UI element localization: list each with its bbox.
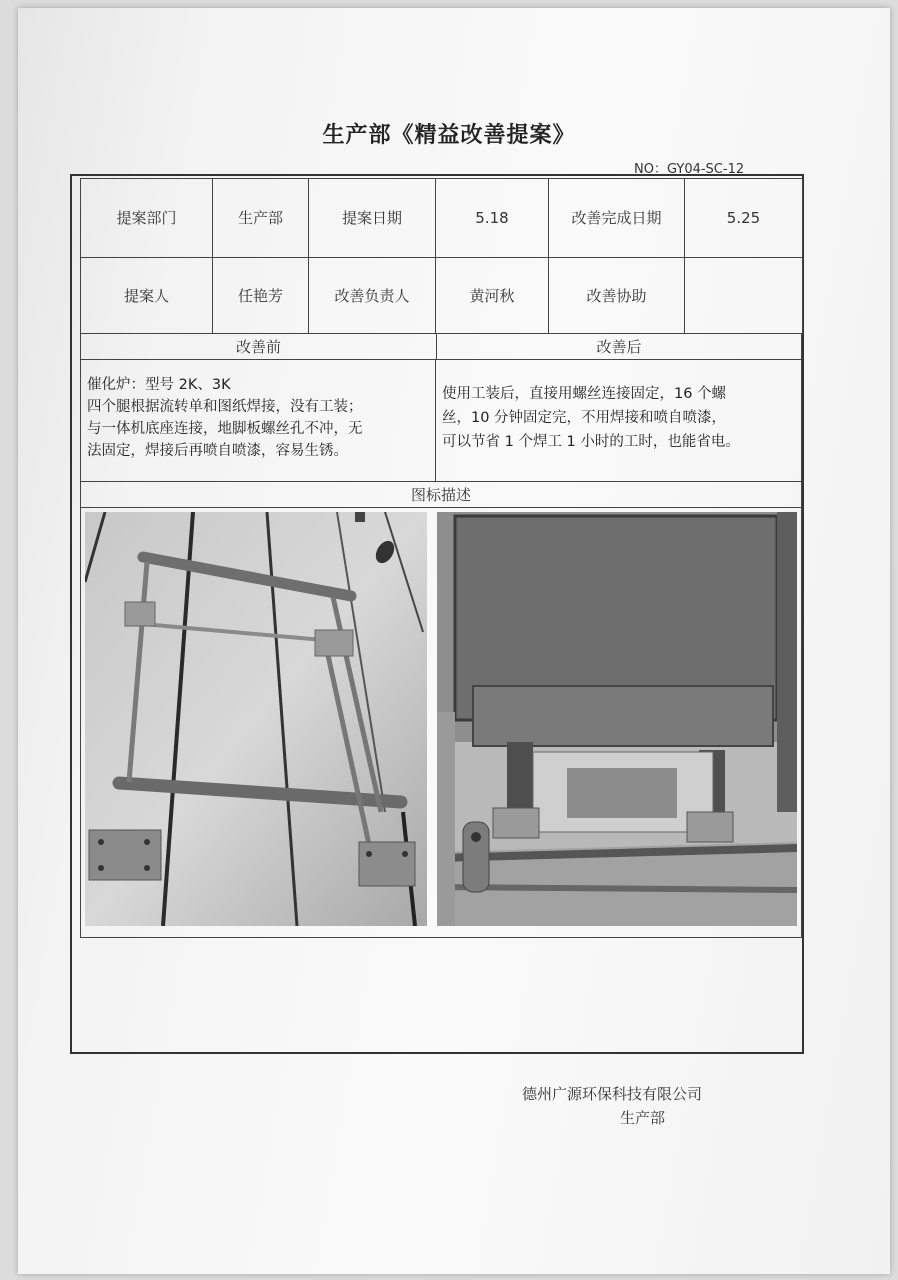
dept-value: 生产部 [213, 179, 309, 258]
document-title: 生产部《精益改善提案》 [322, 123, 576, 148]
proposal-form [70, 174, 804, 1054]
done-date-label: 改善完成日期 [549, 179, 685, 258]
document-number: NO：GY04-SC-12 [634, 162, 745, 177]
footer-dept: 生产部 [620, 1109, 666, 1127]
after-text [436, 360, 801, 481]
owner-value: 黄河秋 [436, 257, 549, 334]
before-text [81, 360, 436, 481]
after-label: 改善后 [596, 338, 642, 356]
before-line: 与一体机底座连接，地脚板螺丝孔不冲，无 [87, 421, 363, 437]
after-line: 可以节省 1 个焊工 1 小时的工时，也能省电。 [442, 434, 740, 450]
done-date-value: 5.25 [685, 179, 803, 258]
proposer-label: 提案人 [81, 257, 213, 334]
before-label: 改善前 [81, 334, 437, 359]
company-name: 德州广源环保科技有限公司 [522, 1085, 703, 1103]
content-row [80, 360, 802, 482]
dept-label: 提案部门 [81, 179, 213, 258]
before-line: 催化炉：型号 2K、3K [87, 377, 231, 393]
before-line: 四个腿根据流转单和图纸焊接，没有工装； [87, 399, 363, 415]
date-label: 提案日期 [309, 179, 436, 258]
section-header-row [80, 334, 802, 360]
assist-label: 改善协助 [549, 257, 685, 334]
photo-area [80, 508, 802, 938]
after-photo [437, 512, 797, 926]
before-photo [85, 512, 427, 926]
figure-header-row [80, 482, 802, 508]
figure-label: 图标描述 [410, 486, 471, 504]
proposer-value: 任艳芳 [213, 257, 309, 334]
info-table [80, 178, 803, 334]
assist-value [685, 257, 803, 334]
after-line: 使用工装后，直接用螺丝连接固定，16 个螺 [442, 386, 727, 402]
after-line: 丝，10 分钟固定完，不用焊接和喷自喷漆， [442, 410, 727, 426]
date-value: 5.18 [436, 179, 549, 258]
before-line: 法固定，焊接后再喷自喷漆，容易生锈。 [87, 443, 348, 459]
owner-label: 改善负责人 [309, 257, 436, 334]
